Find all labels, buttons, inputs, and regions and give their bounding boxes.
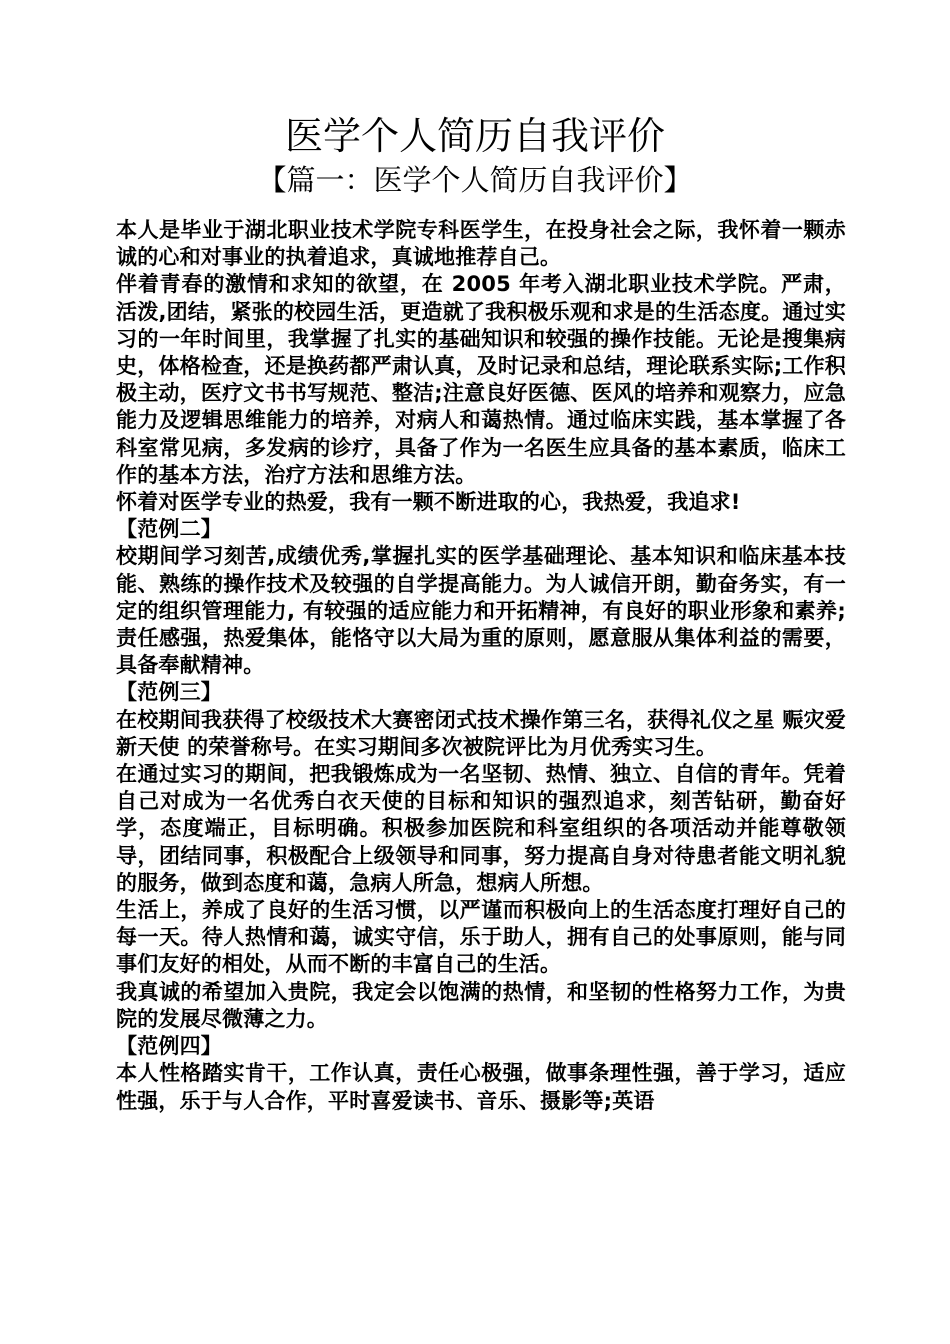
paragraph-awards: 在校期间我获得了校级技术大赛密闭式技术操作第三名，获得礼仪之星 赈灾爱新天使 的荣誉称号。在实习期间多次被院评比为月优秀实习生。 (116, 707, 846, 759)
section-heading-example-2: 【范例二】 (116, 517, 222, 542)
section-heading-example-4: 【范例四】 (116, 1034, 222, 1059)
document-subtitle: 【篇一：医学个人简历自我评价】 (257, 163, 693, 197)
paragraph-example-4: 本人性格踏实肯干，工作认真，责任心极强，做事条理性强，善于学习，适应性强，乐于与人合作，平时喜爱读书、音乐、摄影等;英语 (116, 1061, 846, 1113)
section-heading-example-3: 【范例三】 (116, 680, 222, 705)
paragraph-education: 伴着青春的激情和求知的欲望，在 2005 年考入湖北职业技术学院。严肃，活泼,团结，紧张的校园生活，更造就了我积极乐观和求是的生活态度。通过实习的一年时间里，我掌握了扎实的基础知识和较强的操作技能。无论是搜集病史，体格检查，还是换药都严肃认真，及时记录和总结，理论联系实际;工作积极主动，医疗文书书写规范、整洁;注意良好医德、医风的培养和观察力，应急能力及逻辑思维能力的培养，对病人和蔼热情。通过临床实践，基本掌握了各科室常见病，多发病的诊疗，具备了作为一名医生应具备的基本素质，临床工作的基本方法，治疗方法和思维方法。 (116, 272, 846, 487)
paragraph-example-2: 校期间学习刻苦,成绩优秀,掌握扎实的医学基础理论、基本知识和临床基本技能、熟练的操作技术及较强的自学提高能力。为人诚信开朗，勤奋务实，有一定的组织管理能力, 有较强的适应能力和开拓精神，有良好的职业形象和素养; 责任感强，热爱集体，能恪守以大局为重的原则，愿意服从集体利益的需要，具备奉献精神。 (116, 544, 846, 678)
paragraph-closing: 我真诚的希望加入贵院，我定会以饱满的热情，和坚韧的性格努力工作，为贵院的发展尽微薄之力。 (116, 979, 846, 1031)
document-body (116, 217, 846, 1115)
paragraph-internship: 在通过实习的期间，把我锻炼成为一名坚韧、热情、独立、自信的青年。凭着自己对成为一名优秀白衣天使的目标和知识的强烈追求，刻苦钻研，勤奋好学，态度端正，目标明确。积极参加医院和科室组织的各项活动并能尊敬领导，团结同事，积极配合上级领导和同事，努力提高自身对待患者能文明礼貌的服务，做到态度和蔼，急病人所急，想病人所想。 (116, 762, 846, 895)
document-title: 医学个人简历自我评价 (284, 114, 665, 158)
paragraph-intro: 本人是毕业于湖北职业技术学院专科医学生，在投身社会之际，我怀着一颗赤诚的心和对事业的执着追求，真诚地推荐自己。 (116, 218, 846, 270)
paragraph-passion: 怀着对医学专业的热爱，我有一颗不断进取的心，我热爱，我追求! (116, 490, 741, 515)
paragraph-life: 生活上，养成了良好的生活习惯，以严谨而积极向上的生活态度打理好自己的每一天。待人热情和蔼，诚实守信，乐于助人，拥有自己的处事原则，能与同事们友好的相处，从而不断的丰富自己的生活。 (116, 898, 846, 977)
